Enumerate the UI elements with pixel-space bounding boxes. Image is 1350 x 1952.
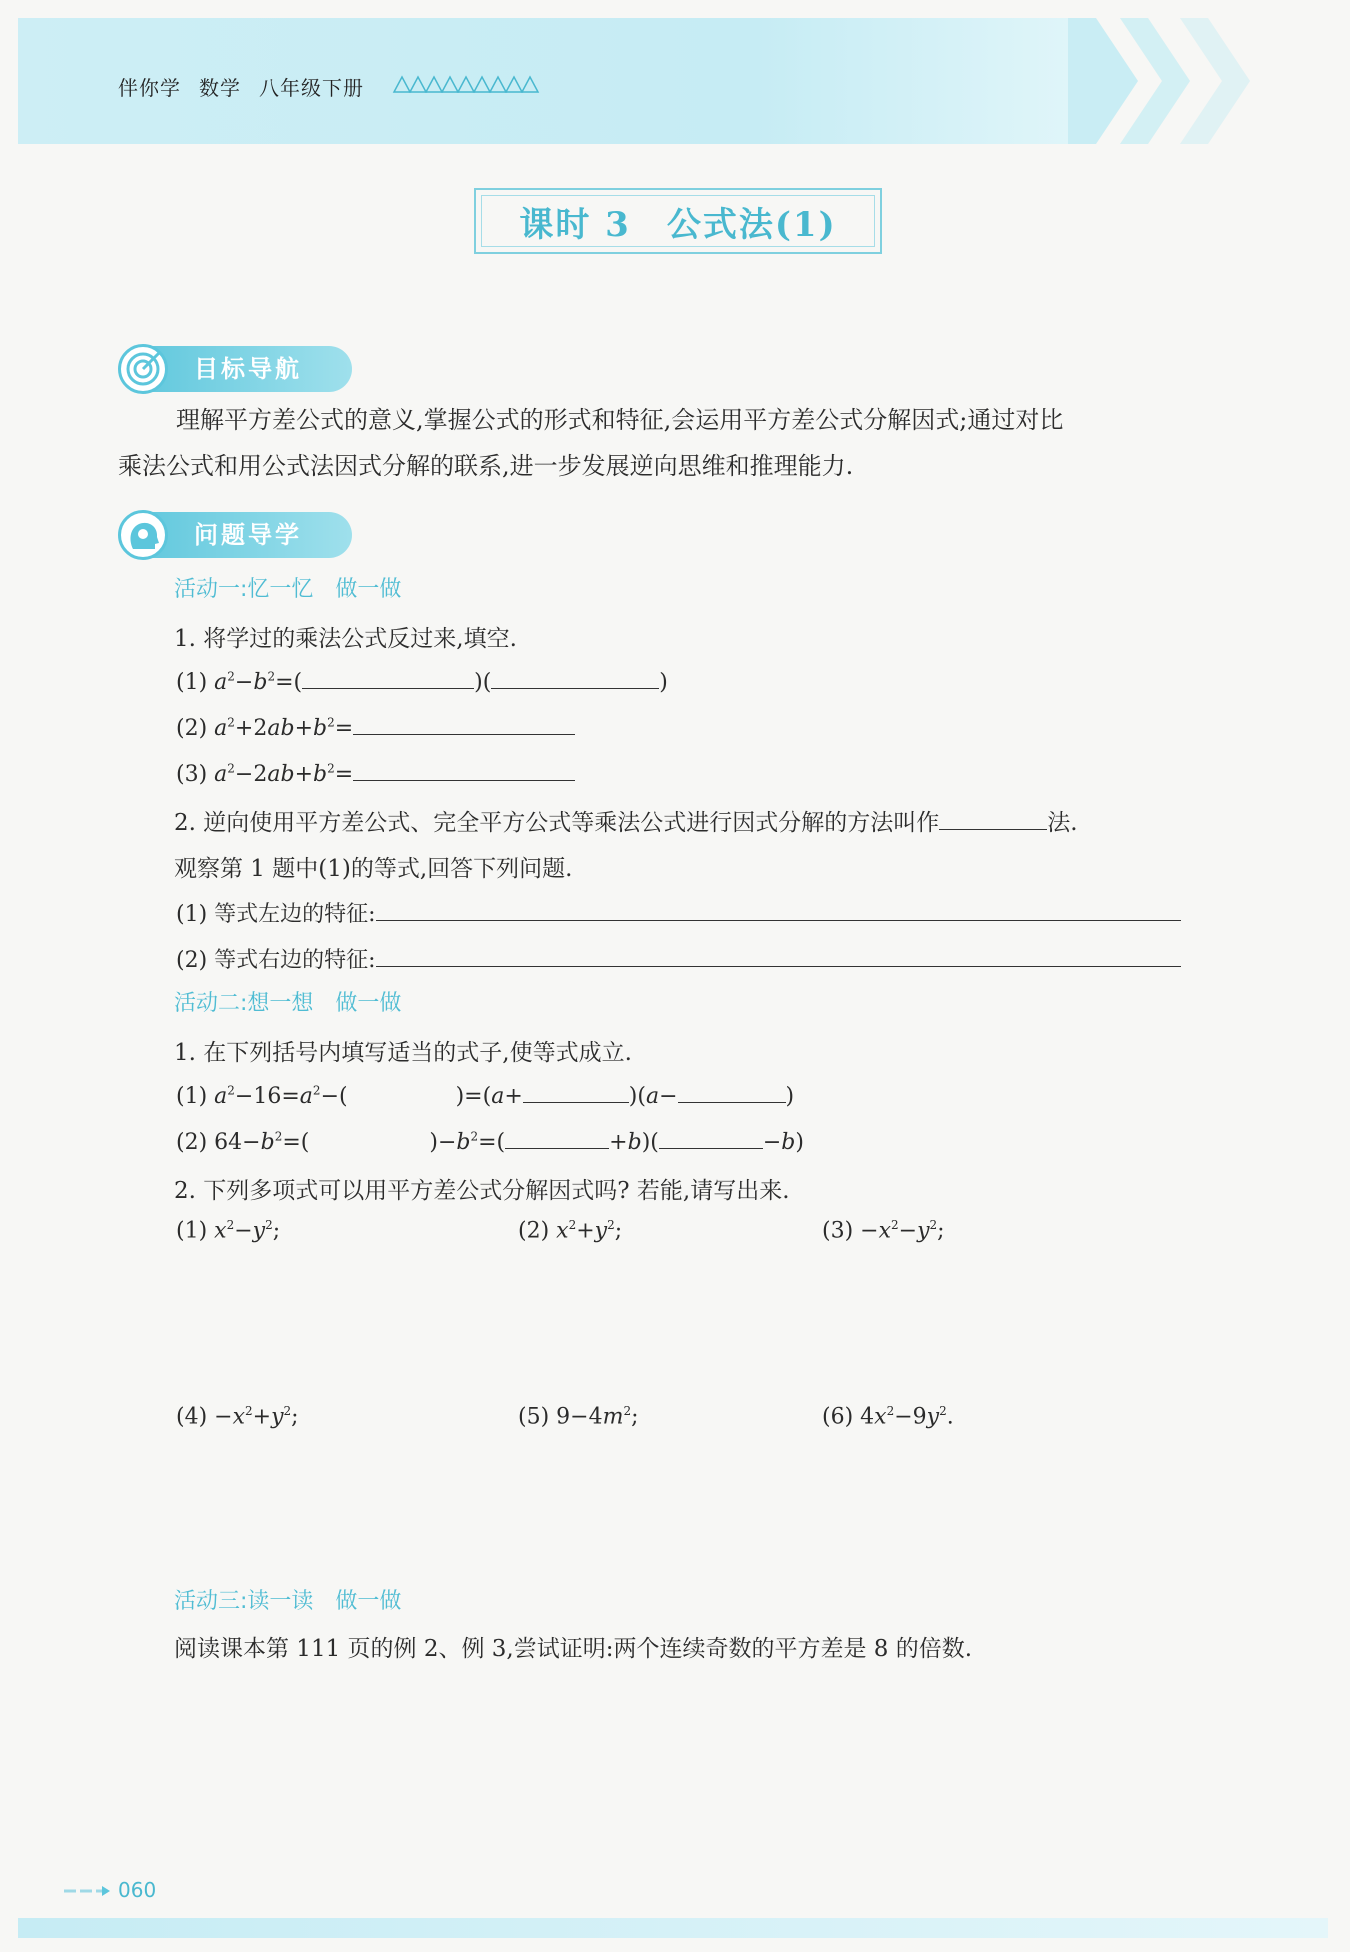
answer-blank[interactable] [659, 1126, 763, 1149]
activity-1-q1: 1. 将学过的乘法公式反过来,填空. [174, 626, 517, 652]
right-feature-row [176, 943, 1181, 974]
left-feature-label: (1) 等式左边的特征: [176, 902, 376, 927]
page-number: 060 [118, 1878, 157, 1902]
polynomial-4: $(4) -x^2+y^2$; [176, 1404, 299, 1430]
q2-suffix: 法. [1047, 810, 1078, 836]
polynomial-6: (6) $4x^2-9y^2$. [822, 1404, 954, 1430]
subject-name: 数学 [199, 76, 241, 100]
lesson-title: 课时 3 公式法(1) [481, 195, 875, 247]
answer-blank[interactable] [505, 1126, 609, 1149]
triangle-pattern-icon [392, 74, 540, 94]
answer-blank[interactable] [376, 898, 1181, 921]
formula-3: (3) $a^2-2ab+b^2=$ [176, 758, 575, 787]
activity-2-q2: 2. 下列多项式可以用平方差公式分解因式吗? 若能,请写出来. [174, 1178, 790, 1204]
left-feature-row [176, 897, 1181, 928]
answer-blank[interactable] [376, 944, 1181, 967]
activity-3-title: 活动三:读一读 做一做 [174, 1589, 402, 1614]
polynomial-3: $(3) -x^2-y^2$; [822, 1218, 945, 1244]
answer-blank[interactable] [678, 1080, 786, 1103]
right-feature-label: (2) 等式右边的特征: [176, 948, 376, 973]
objectives-line-2: 乘法公式和用公式法因式分解的联系,进一步发展逆向思维和推理能力. [118, 452, 854, 480]
polynomial-5: (5) $9-4m^2$; [518, 1404, 639, 1430]
activity-1-q2 [174, 804, 1078, 837]
answer-blank[interactable] [302, 666, 474, 689]
target-icon [118, 344, 168, 394]
head-gear-icon [118, 510, 168, 560]
grade-name: 八年级下册 [259, 76, 364, 100]
header-chevron [1180, 18, 1250, 144]
fill-formula-1: (1) $a^2-16=a^2-$( )=(a+ )(a− ) [176, 1080, 794, 1109]
answer-blank[interactable] [523, 1080, 629, 1103]
activity-2-q1: 1. 在下列括号内填写适当的式子,使等式成立. [174, 1040, 632, 1066]
guide-heading: 问题导学 [122, 512, 352, 558]
arrow-decoration-icon [62, 1884, 114, 1898]
answer-blank[interactable] [491, 666, 659, 689]
formula-2: (2) $a^2+2ab+b^2=$ [176, 712, 575, 741]
series-name: 伴你学 [118, 76, 181, 100]
objectives-line-1: 理解平方差公式的意义,掌握公式的形式和特征,会运用平方差公式分解因式;通过对比 [176, 406, 1064, 434]
header-chevron [1068, 18, 1138, 144]
activity-2-title: 活动二:想一想 做一做 [174, 991, 402, 1016]
answer-blank[interactable] [939, 807, 1047, 830]
q2-text: 2. 逆向使用平方差公式、完全平方公式等乘法公式进行因式分解的方法叫作 [174, 810, 940, 836]
polynomial-2: (2) $x^2+y^2$; [518, 1218, 623, 1244]
activity-1-title: 活动一:忆一忆 做一做 [174, 577, 402, 602]
footer-band [18, 1918, 1328, 1938]
formula-1: (1) $a^2-b^2=$( )( ) [176, 666, 668, 695]
answer-blank[interactable] [353, 758, 575, 781]
polynomial-1: (1) $x^2-y^2$; [176, 1218, 281, 1244]
fill-formula-2: (2) $64-b^2=$( )$-b^2=( +b)( -b)$ [176, 1126, 804, 1155]
objectives-heading: 目标导航 [122, 346, 352, 392]
activity-1-observe: 观察第 1 题中(1)的等式,回答下列问题. [174, 856, 573, 882]
activity-3-text: 阅读课本第 111 页的例 2、例 3,尝试证明:两个连续奇数的平方差是 8 的倍数. [174, 1636, 973, 1662]
answer-blank[interactable] [353, 712, 575, 735]
header-text [118, 72, 382, 101]
lesson-title-box [474, 188, 882, 254]
